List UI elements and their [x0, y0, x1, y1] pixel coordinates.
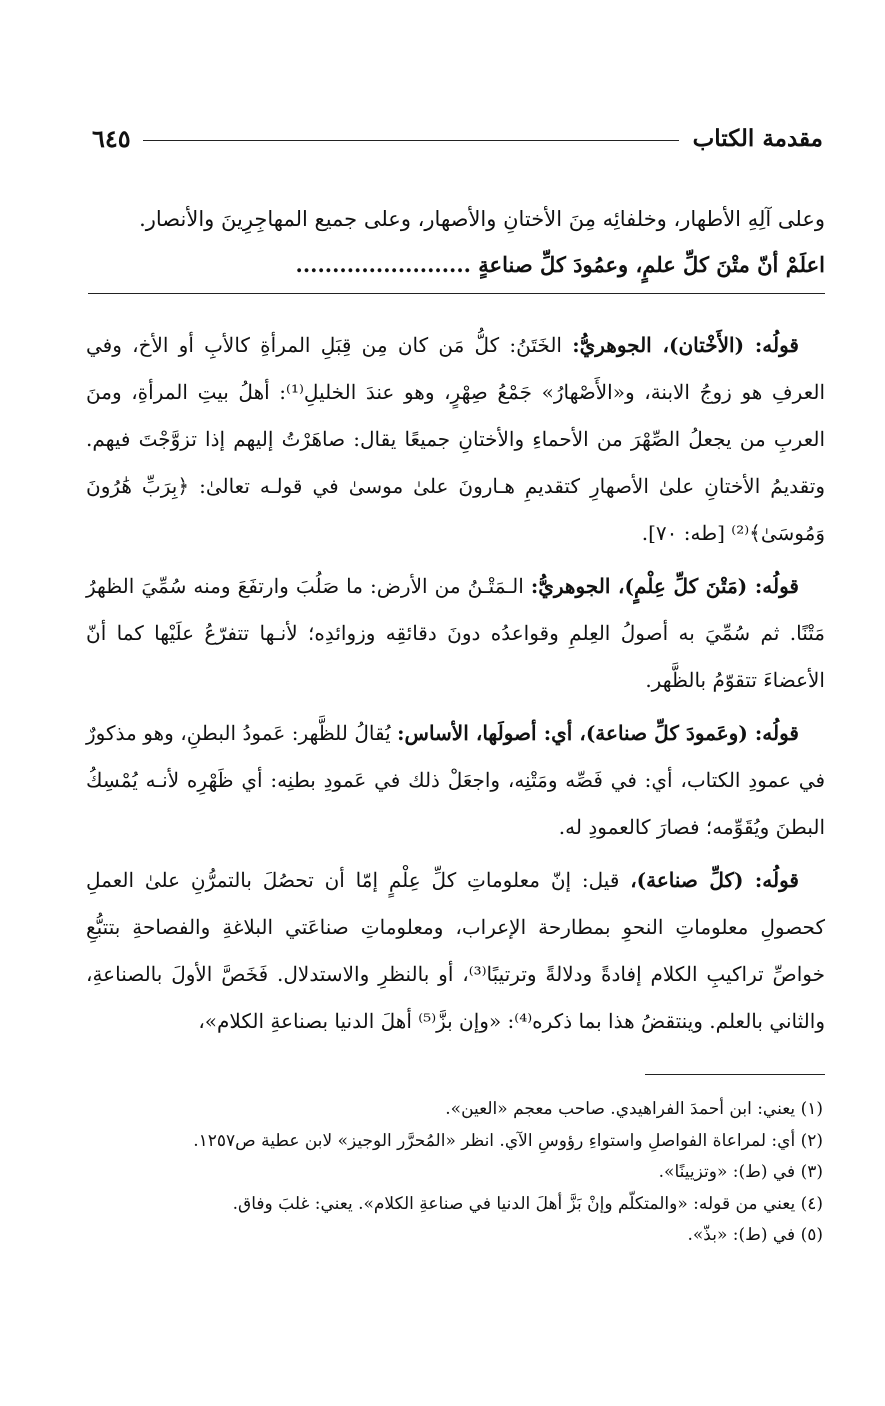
commentary-paragraph: [86, 563, 825, 704]
footnote-2: (٢) أي: لمراعاة الفواصلِ واستواءِ رؤوسِ الآي. انظر «المُحرَّر الوجيز» لابن عطية ص١٢٥٧.: [193, 1130, 823, 1151]
footnote-5: (٥) في (ط): «بذّ».: [687, 1225, 823, 1245]
page-number: ٦٤٥: [92, 123, 131, 153]
commentary-body: يُقالُ للظَّهر: عَمودُ البطنِ، وهو مذكورٌ في عمودِ الكتاب، أي: في فَصِّه ومَتْنِه، واجعَلْ ذلك في عَمودِ بطنِه: أي ظَهْرِه لأنـه يُمْسِكُ البطنَ ويُقَوِّمه؛ فصارَ كالعمودِ له.: [86, 721, 825, 839]
commentary-body: قيل: إنّ معلوماتِ كلِّ عِلْمٍ إمّا أن تحصُلَ بالتمرُّنِ علىٰ العملِ كحصولِ معلوماتِ النحوِ بمطارحة الإعراب، ومعلوماتِ صناعَتي البلاغةِ والفصاحةِ بتتبُّعِ خواصِّ تراكيبِ الكلام إفادةً ودلالةً وترتيبًا⁽³⁾، أو بالنظرِ والاستدلال. فَخَصَّ الأولَ بالصناعةِ، والثاني بالعلم. وينتقضُ هذا بما ذكره⁽⁴⁾: «وإن بزَّ⁽⁵⁾ أهلَ الدنيا بصناعةِ الكلام»،: [86, 868, 825, 1033]
main-text-line-2: اعلَمْ أنّ متْنَ كلِّ علمٍ، وعمُودَ كلِّ صناعةٍ ........................: [295, 252, 825, 277]
commentary: [86, 322, 825, 1051]
main-text-line-1: وعلى آلِهِ الأطهار، وخلفائِه مِنَ الأختانِ والأصهار، وعلى جميع المهاجِرِينَ والأنصار.: [139, 207, 825, 231]
footnote-3: (٣) في (ط): «وتزيينًا».: [658, 1162, 823, 1182]
commentary-paragraph: [86, 710, 825, 851]
header-rule: [143, 140, 679, 141]
footnote-4: (٤) يعني من قوله: «والمتكلّم وإنْ بَزَّ أهلَ الدنيا في صناعةِ الكلام». يعني: غلبَ وفاق.: [232, 1193, 823, 1214]
page-header: [92, 118, 823, 158]
footnotes: [86, 1094, 823, 1252]
main-text: [86, 196, 825, 288]
main-text-divider: [88, 293, 825, 294]
chapter-title: مقدمة الكتاب: [692, 124, 823, 152]
commentary-lead: قولُه: (الأَخْتان)، الجوهريُّ:: [572, 333, 799, 357]
commentary-paragraph: [86, 322, 825, 557]
commentary-paragraph: [86, 857, 825, 1045]
commentary-body: الخَتَنُ: كلُّ مَن كان مِن قِبَلِ المرأةِ كالأبِ أو الأخ، وفي العرفِ هو زوجُ الابنة، و«الأَصْهارُ» جَمْعُ صِهْرٍ، وهو عندَ الخليلِ⁽¹⁾: أهلُ بيتِ المرأةِ، ومنَ العربِ من يجعلُ الصِّهْرَ من الأحماءِ والأختانِ جميعًا يقال: صاهَرْتُ إليهم إذا تزوَّجْتَ فيهم. وتقديمُ الأختانِ علىٰ الأصهارِ كتقديمِ هـارونَ علىٰ موسىٰ في قولـه تعالىٰ: ﴿بِرَبِّ هَٰرُونَ وَمُوسَىٰ﴾⁽²⁾ [طه: ٧٠].: [86, 333, 826, 545]
footnote-1: (١) يعني: ابن أحمدَ الفراهيدي. صاحب معجم «العين».: [445, 1099, 823, 1119]
commentary-lead: قولُه: (وعَمودَ كلِّ صناعة)، أي: أصولَها، الأساس:: [397, 721, 799, 745]
commentary-body: الـمَتْـنُ من الأرض: ما صَلُبَ وارتفَعَ ومنه سُمِّيَ الظهرُ مَتْنًا. ثم سُمِّيَ به أصولُ العِلمِ وقواعدُه دونَ دقائقِه وزوائدِه؛ لأنـها تتفرّعُ علَيْها كما أنّ الأعضاءَ تتقوّمُ بالظَّهر.: [86, 574, 825, 692]
footnote-divider: [645, 1074, 825, 1075]
commentary-lead: قولُه: (مَتْنَ كلِّ عِلْمٍ)، الجوهريُّ:: [530, 574, 799, 598]
commentary-lead: قولُه: (كلِّ صناعة)،: [630, 868, 799, 892]
